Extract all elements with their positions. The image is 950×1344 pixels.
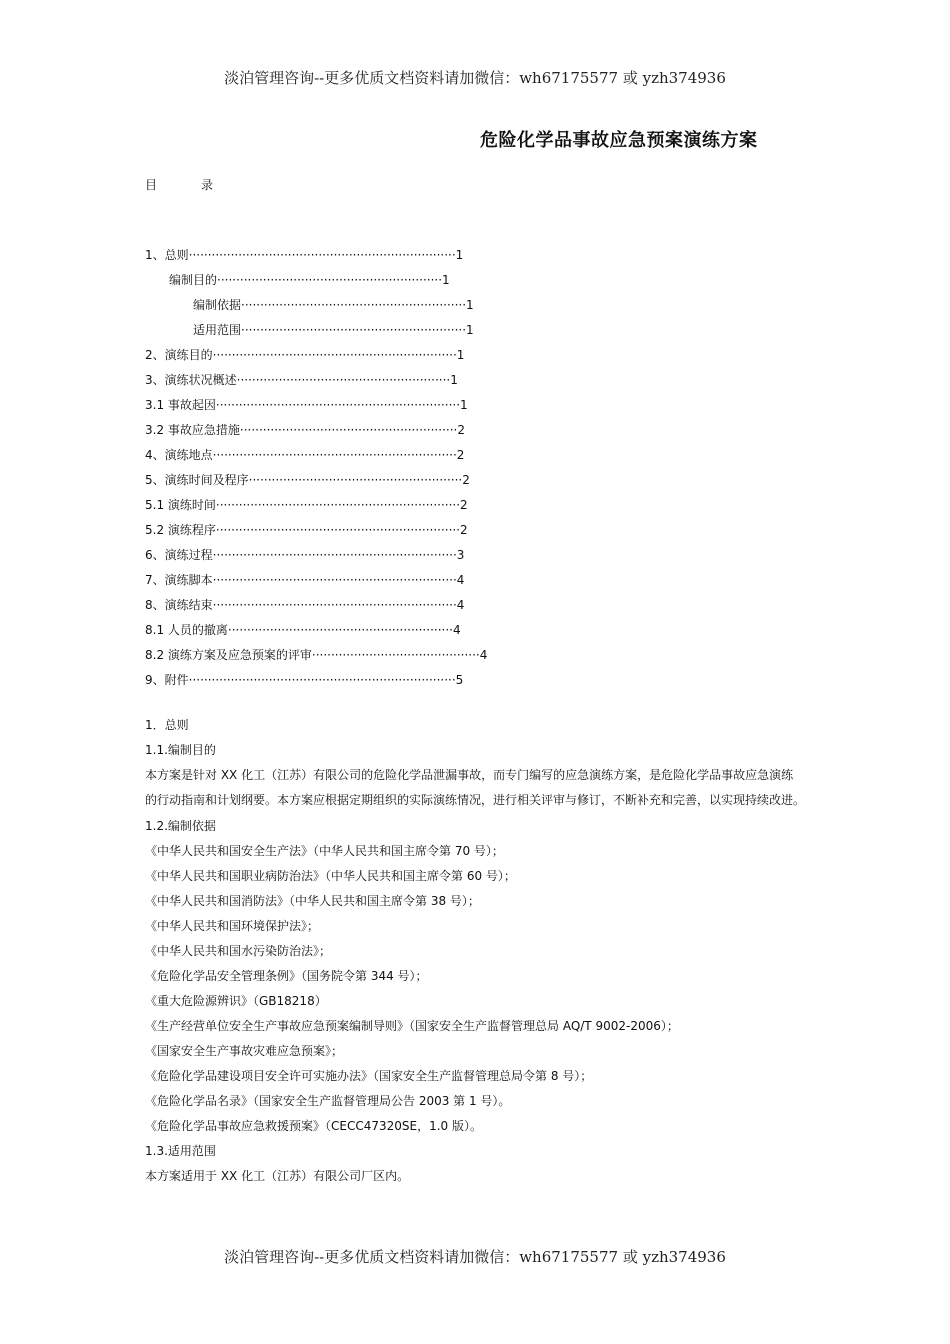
toc-item[interactable]: 3.2 事故应急措施·························································2 — [145, 423, 465, 437]
basis-item: 《危险化学品建设项目安全许可实施办法》（国家安全生产监督管理总局令第 8 号）； — [145, 1068, 593, 1083]
paragraph: 本方案适用于 XX 化工（江苏）有限公司厂区内。 — [145, 1168, 410, 1183]
toc-item[interactable]: 编制目的···························································1 — [169, 273, 450, 287]
subsection-heading: 1.1.编制目的 — [145, 743, 216, 757]
toc-item[interactable]: 8.2 演练方案及应急预案的评审············································4 — [145, 648, 488, 662]
toc-item[interactable]: 适用范围···························································1 — [193, 323, 474, 337]
document-title: 危险化学品事故应急预案演练方案 — [480, 130, 758, 151]
toc-heading-right: 录 — [201, 178, 214, 192]
section-heading: 1．总则 — [145, 718, 189, 732]
document-body — [145, 716, 805, 1192]
basis-item: 《中华人民共和国安全生产法》（中华人民共和国主席令第 70 号）； — [145, 843, 504, 858]
page-footer: 淡泊管理咨询--更多优质文档资料请加微信：wh67175577 或 yzh374936 — [224, 1248, 726, 1266]
toc-item[interactable]: 9、附件······································································5 — [145, 673, 464, 687]
toc-item[interactable]: 1、总则······································································1 — [145, 248, 464, 262]
toc-item[interactable]: 3、演练状况概述························································1 — [145, 373, 458, 387]
basis-item: 《中华人民共和国环境保护法》； — [145, 918, 320, 933]
basis-item: 《生产经营单位安全生产事故应急预案编制导则》（国家安全生产监督管理总局 AQ/T 9002-2006）； — [145, 1018, 679, 1033]
basis-item: 《中华人民共和国水污染防治法》； — [145, 943, 332, 958]
toc-heading-left: 目 — [145, 178, 158, 192]
table-of-contents — [145, 246, 487, 696]
toc-heading — [145, 176, 213, 193]
toc-item[interactable]: 5.1 演练时间································································2 — [145, 498, 468, 512]
subsection-heading: 1.2.编制依据 — [145, 818, 216, 833]
basis-item: 《中华人民共和国消防法》（中华人民共和国主席令第 38 号）； — [145, 893, 480, 908]
basis-item: 《重大危险源辨识》（GB18218） — [145, 993, 327, 1008]
toc-item[interactable]: 6、演练过程································································3 — [145, 548, 465, 562]
basis-item: 《危险化学品安全管理条例》（国务院令第 344 号）； — [145, 968, 428, 983]
toc-item[interactable]: 8.1 人员的撤离···························································4 — [145, 623, 461, 637]
toc-item[interactable]: 编制依据···························································1 — [193, 298, 474, 312]
toc-item[interactable]: 2、演练目的································································1 — [145, 348, 465, 362]
toc-item[interactable]: 7、演练脚本································································4 — [145, 573, 465, 587]
toc-item[interactable]: 5、演练时间及程序························································2 — [145, 473, 470, 487]
toc-item[interactable]: 8、演练结束································································4 — [145, 598, 465, 612]
basis-item: 《国家安全生产事故灾难应急预案》； — [145, 1043, 344, 1058]
toc-item[interactable]: 4、演练地点································································2 — [145, 448, 465, 462]
basis-item: 《危险化学品事故应急救援预案》（CECC47320SE，1.0 版）。 — [145, 1118, 482, 1133]
toc-item[interactable]: 3.1 事故起因································································1 — [145, 398, 468, 412]
basis-item: 《危险化学品名录》（国家安全生产监督管理局公告 2003 第 1 号）。 — [145, 1093, 511, 1108]
subsection-heading: 1.3.适用范围 — [145, 1143, 216, 1158]
paragraph: 本方案是针对 XX 化工（江苏）有限公司的危险化学品泄漏事故，而专门编写的应急演练方案，是危险化学品事故应急演练的行动指南和计划纲要。本方案应根据定期组织的实际演练情况，进行相关评审与修订，不断补充和完善，以实现持续改进。 — [145, 768, 806, 808]
page-header: 淡泊管理咨询--更多优质文档资料请加微信：wh67175577 或 yzh374936 — [224, 69, 726, 87]
toc-item[interactable]: 5.2 演练程序································································2 — [145, 523, 468, 537]
basis-item: 《中华人民共和国职业病防治法》（中华人民共和国主席令第 60 号）； — [145, 868, 516, 883]
